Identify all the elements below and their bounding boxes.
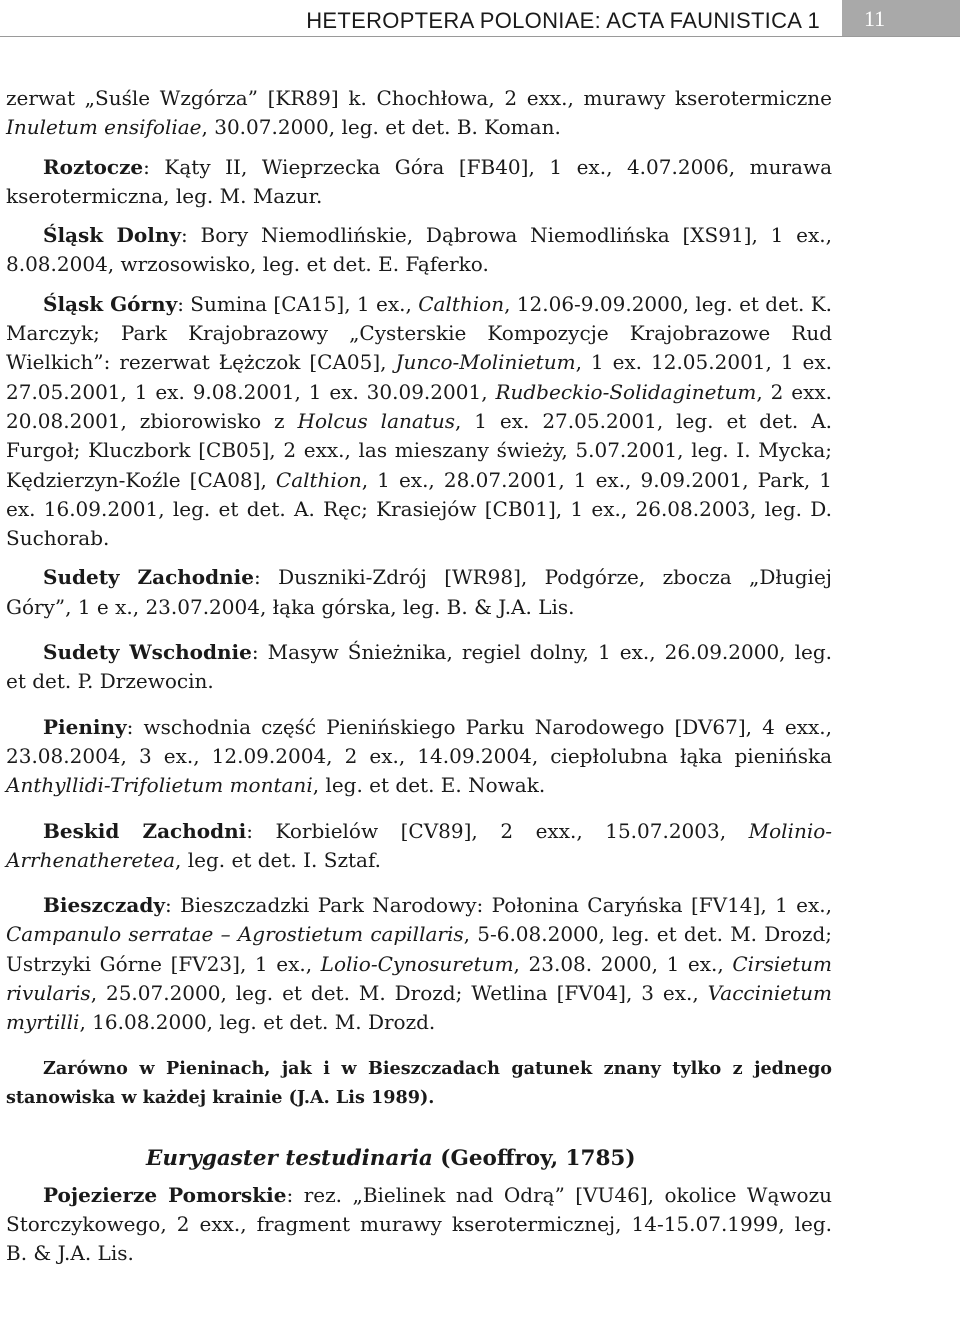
plant-association: Holcus lanatus (297, 408, 455, 433)
distribution-note: Zarówno w Pieninach, jak i w Bieszczadach gatunek znany tylko z jednego stanowiska w każdej krainie (J.A. Lis 1989). (6, 1057, 832, 1109)
text: : wschodnia część Pienińskiego Parku Narodowego [DV67], 4 exx., 23.08.2004, 3 ex., 12.09.2004, 2 ex., 14.09.2004, ciepłolubna łąka pienińska (6, 714, 832, 768)
text: , 16.08.2000, leg. et det. M. Drozd. (79, 1010, 436, 1035)
page-header (0, 0, 960, 44)
region-name: Sudety Wschodnie (43, 640, 252, 665)
page-number: 11 (842, 0, 960, 36)
region-name: Pieniny (43, 714, 127, 739)
record-sudety-wschodnie (6, 638, 832, 697)
text: , 30.07.2000, leg. et det. B. Koman. (201, 115, 561, 140)
plant-association: Molinio-Arrhenatheretea (6, 818, 833, 872)
text: , 1 ex. 27.05.2001, leg. et det. A. Furgoł; Kluczbork [CB05], 2 exx., las mieszany świeży, 5.07.2001, leg. I. Mycka; Kędzierzyn-Koźle [CA08], (6, 408, 833, 492)
region-name: Sudety Zachodnie (43, 565, 254, 590)
record-pojezierze-pomorskie (6, 1181, 832, 1269)
record-slask-gorny (6, 290, 832, 554)
text: : Sumina [CA15], 1 ex., (177, 291, 419, 316)
record-pieniny (6, 713, 832, 801)
plant-association: Rudbeckio-Solidaginetum (495, 379, 757, 404)
text: , 23.08. 2000, 1 ex., (513, 951, 733, 976)
text: zerwat „Suśle Wzgórza” [KR89] k. Chochłowa, 2 exx., murawy kserotermiczne (6, 86, 832, 110)
text: , leg. et det. E. Nowak. (312, 773, 546, 798)
text: , 2 exx. 20.08.2001, zbiorowisko z (6, 379, 832, 433)
species-heading (6, 1143, 832, 1175)
running-title: HETEROPTERA POLONIAE: ACTA FAUNISTICA 1 (306, 8, 820, 33)
text: : Korbielów [CV89], 2 exx., 15.07.2003, (246, 818, 749, 843)
text: , 25.07.2000, leg. et det. M. Drozd; Wetlina [FV04], 3 ex., (90, 981, 708, 1006)
text: , 1 ex. 12.05.2001, 1 ex. 27.05.2001, 1 ex. 9.08.2001, 1 ex. 30.09.2001, (6, 350, 832, 404)
plant-association: Inuletum ensifoliae (6, 115, 202, 140)
plant-association: Lolio-Cynosuretum (320, 951, 514, 976)
text: : rez. „Bielinek nad Odrą” [VU46], okolice Wąwozu Storczykowego, 2 exx., fragment murawy kserotermicznej, 14-15.07.1999, leg. B. & J.A. Lis. (6, 1182, 832, 1266)
header-rule (0, 36, 960, 37)
record-continuation (6, 84, 832, 143)
record-sudety-zachodnie (6, 563, 832, 622)
text: : Bory Niemodlińskie, Dąbrowa Niemodlińska [XS91], 1 ex., 8.08.2004, wrzosowisko, leg. et det. E. Fąferko. (6, 223, 833, 277)
plant-association: Calthion (418, 291, 505, 316)
region-name: Beskid Zachodni (43, 818, 247, 843)
plant-association: Junco-Molinietum (395, 350, 576, 375)
plant-association: Calthion (275, 467, 362, 492)
text: , leg. et det. I. Sztaf. (175, 847, 381, 872)
region-name: Śląsk Dolny (43, 223, 181, 248)
text: : Bieszczadzki Park Narodowy: Połonina Caryńska [FV14], 1 ex., (164, 893, 832, 918)
region-name: Roztocze (43, 154, 144, 179)
record-roztocze (6, 153, 832, 212)
text: : Duszniki-Zdrój [WR98], Podgórze, zbocza „Długiej Góry”, 1 e x., 23.07.2004, łąka górska, leg. B. & J.A. Lis. (6, 565, 832, 619)
region-name: Bieszczady (43, 893, 165, 918)
plant-association: Anthyllidi-Trifolietum montani (6, 773, 313, 798)
plant-association: Campanulo serratae – Agrostietum capillaris (6, 922, 464, 947)
region-name: Pojezierze Pomorskie (43, 1182, 287, 1207)
text: : Masyw Śnieżnika, regiel dolny, 1 ex., 26.09.2000, leg. et det. P. Drzewocin. (6, 640, 832, 694)
species-author: (Geoffroy, 1785) (432, 1145, 636, 1171)
species-name: Eurygaster testudinaria (146, 1145, 433, 1171)
text: , 12.06-9.09.2000, leg. et det. K. Marczyk; Park Krajobrazowy „Cysterskie Kompozycje Krajobrazowe Rud Wielkich”: rezerwat Łężczok [CA05], (6, 291, 832, 375)
plant-association: Vaccinietum myrtilli (6, 981, 832, 1035)
record-slask-dolny (6, 221, 832, 280)
record-bieszczady (6, 891, 832, 1037)
plant-association: Cirsietum rivularis (6, 951, 832, 1006)
text: , 1 ex., 28.07.2001, 1 ex., 9.09.2001, Park, 1 ex. 16.09.2001, leg. et det. A. Ręc; Krasiejów [CB01], 1 ex., 26.08.2003, leg. D. Suchorab. (6, 467, 832, 551)
text: , 5-6.08.2000, leg. et det. M. Drozd; Ustrzyki Górne [FV23], 1 ex., (6, 922, 833, 976)
page-body (6, 84, 832, 1269)
text: : Kąty II, Wieprzecka Góra [FB40], 1 ex., 4.07.2006, murawa kserotermiczna, leg. M. Mazur. (6, 154, 832, 208)
region-name: Śląsk Górny (43, 291, 178, 316)
record-beskid-zachodni (6, 817, 832, 876)
